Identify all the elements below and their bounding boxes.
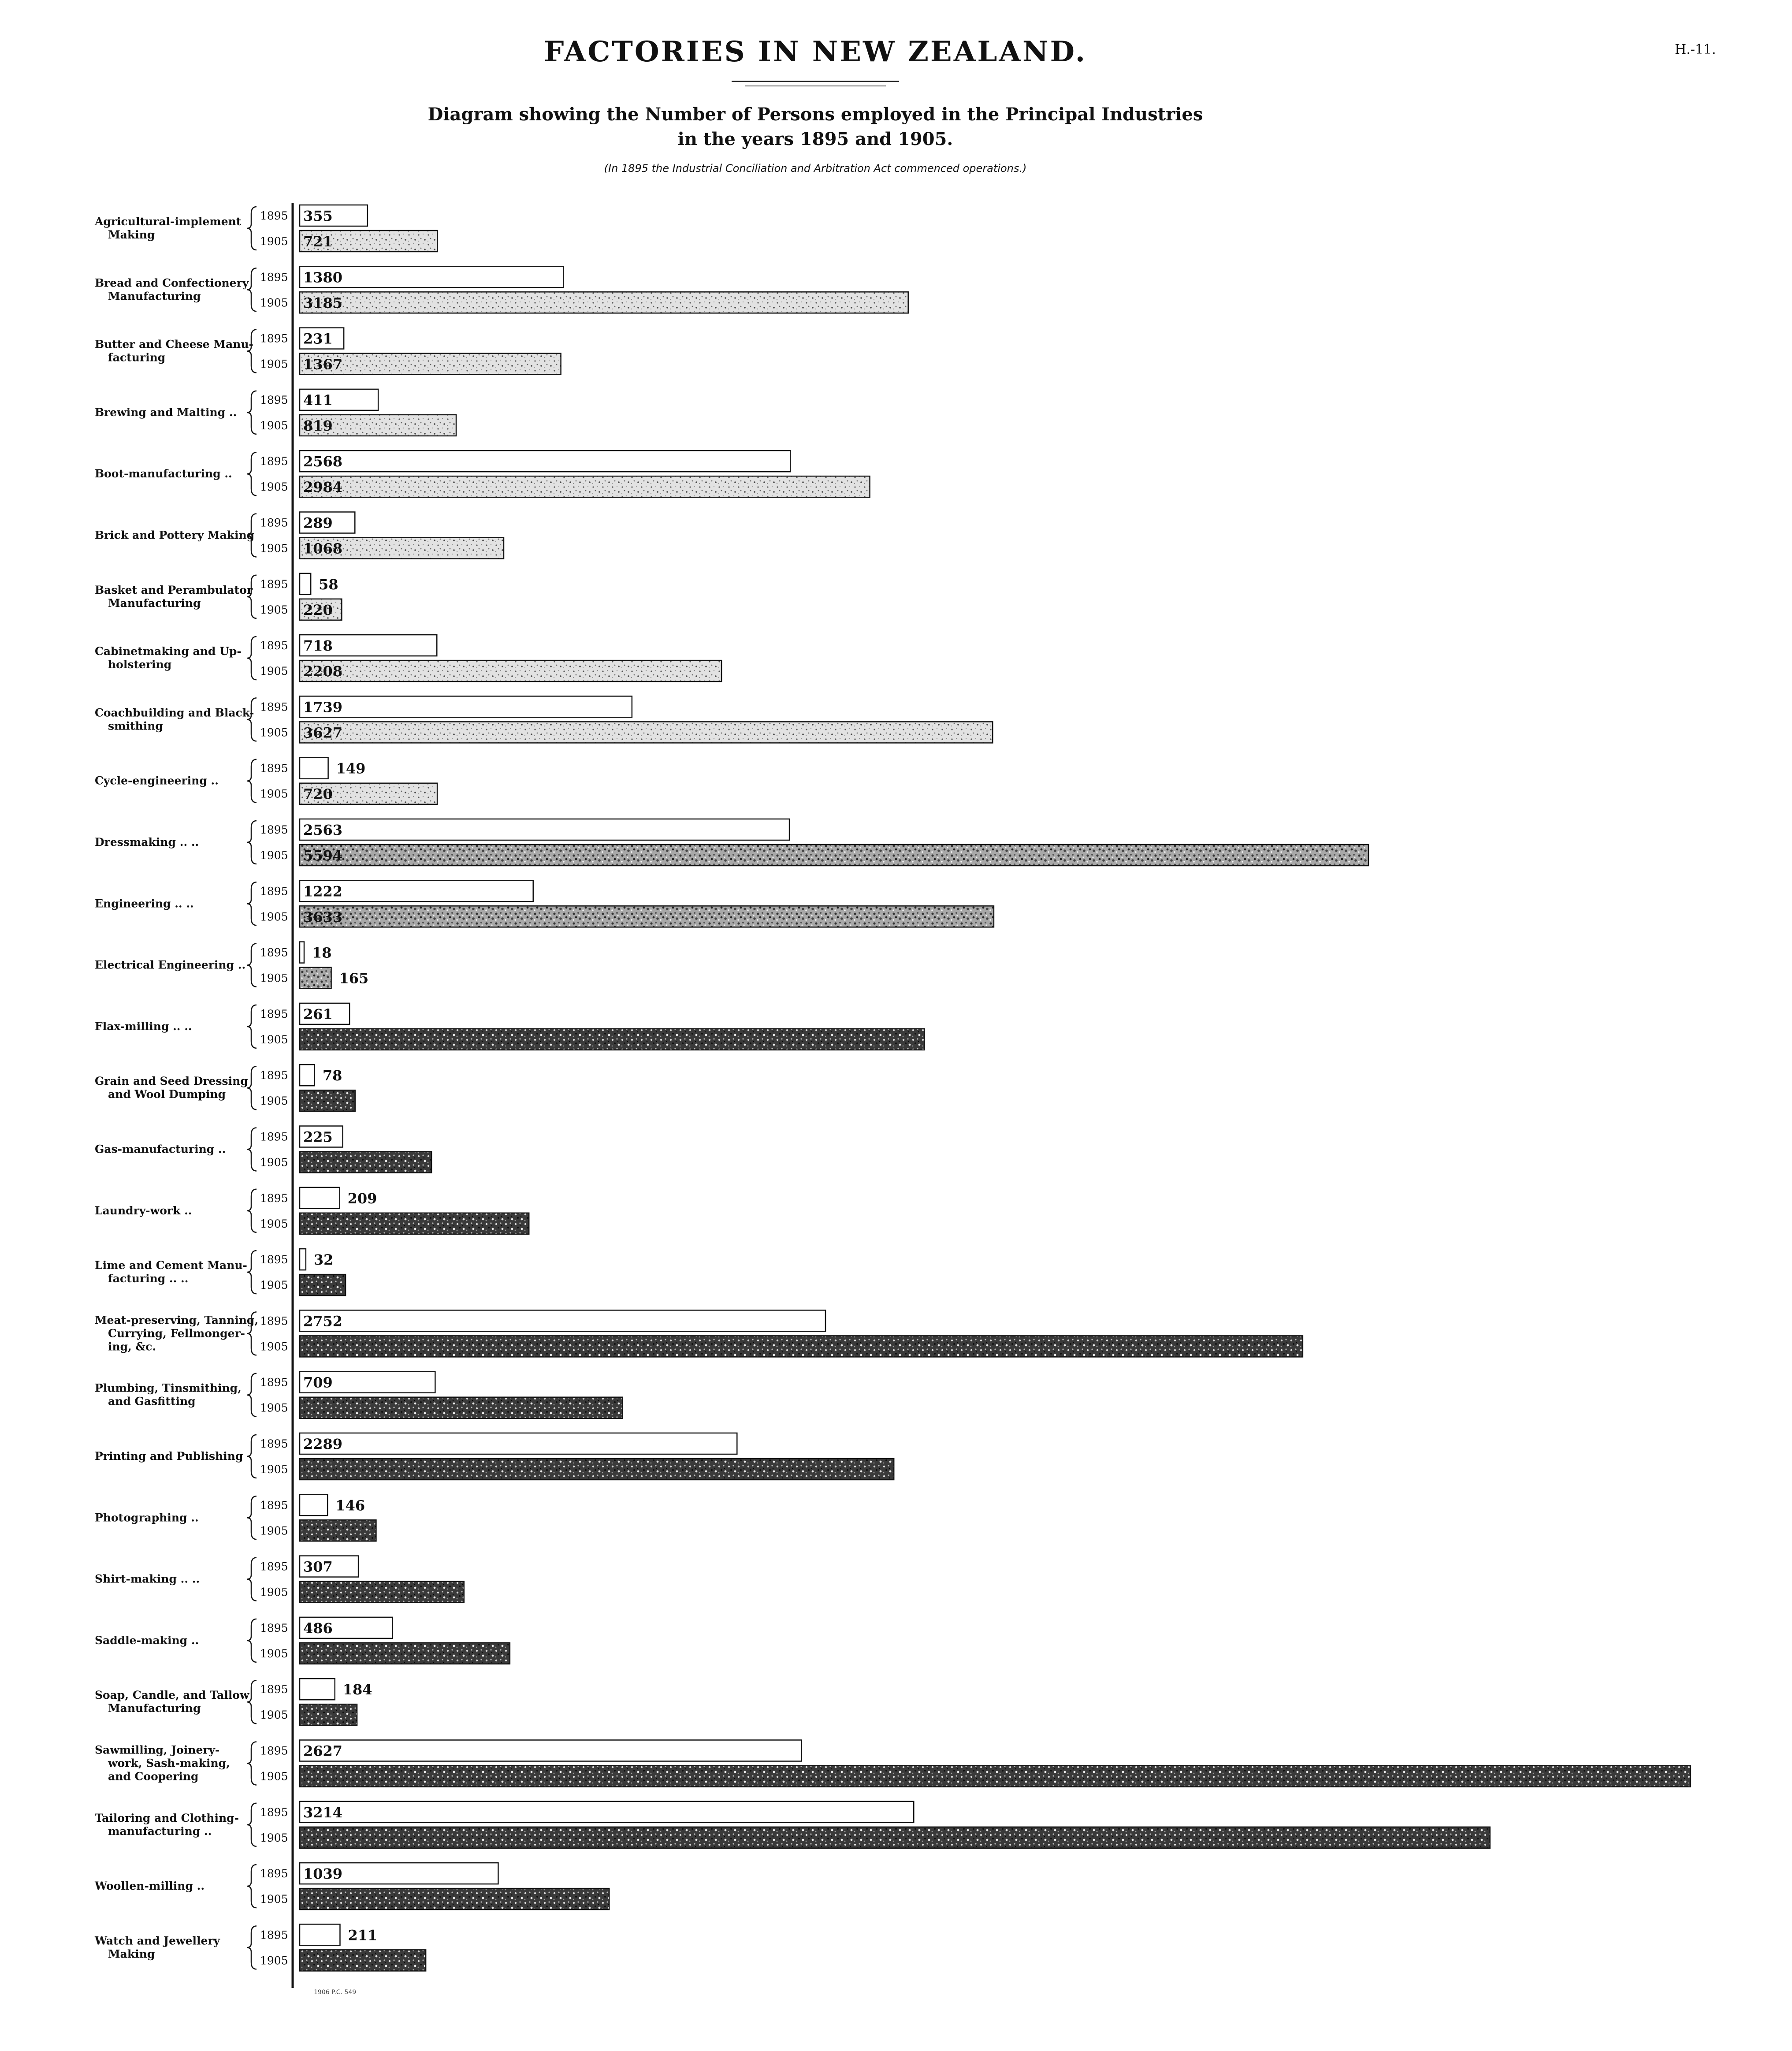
year-label: 1895 — [260, 639, 288, 652]
year-label: 1895 — [260, 1499, 288, 1512]
bar-value-label: 1068 — [303, 540, 343, 557]
bar-value-label: 1222 — [303, 883, 343, 900]
bar-1895 — [300, 1494, 327, 1515]
year-label: 1895 — [260, 332, 288, 345]
bar-1905 — [300, 1274, 346, 1295]
industry-row — [95, 1556, 464, 1603]
row-brace — [247, 1558, 257, 1601]
industry-label: Watch and Jewellery — [95, 1934, 220, 1947]
bar-value-label: 146 — [335, 1497, 365, 1514]
industry-label: Agricultural-implement — [95, 215, 242, 228]
industry-row — [95, 1372, 623, 1418]
industry-row — [95, 450, 870, 497]
row-brace — [247, 1374, 257, 1417]
year-label: 1895 — [260, 1744, 288, 1757]
industry-label: Dressmaking .. .. — [95, 836, 199, 849]
industry-label: Making — [108, 1947, 155, 1961]
row-brace — [247, 1926, 257, 1969]
industry-label: work, Sash-making, — [108, 1757, 230, 1770]
industry-row — [95, 1187, 529, 1234]
bar-value-label: 720 — [303, 785, 333, 803]
industry-label: Cycle-engineering .. — [95, 774, 219, 787]
industry-row — [95, 942, 368, 989]
bar-value-label: 231 — [303, 330, 333, 347]
industry-row — [95, 1679, 372, 1725]
year-label: 1905 — [260, 1401, 288, 1414]
bar-1895 — [300, 1679, 335, 1700]
bar-1905 — [300, 1336, 1303, 1357]
bar-value-label: 149 — [336, 760, 366, 777]
bar-value-label: 261 — [303, 1005, 333, 1023]
row-brace — [247, 1189, 257, 1232]
bar-1905 — [300, 1459, 894, 1480]
industry-row — [95, 328, 561, 375]
bar-1905 — [300, 722, 993, 743]
year-label: 1895 — [260, 1069, 288, 1082]
year-label: 1905 — [260, 726, 288, 739]
year-label: 1895 — [260, 1621, 288, 1634]
bar-value-label: 1039 — [303, 1865, 343, 1883]
industry-label: Grain and Seed Dressing — [95, 1075, 248, 1088]
bar-1905 — [300, 1520, 376, 1541]
industry-label: Manufacturing — [108, 290, 201, 303]
row-brace — [247, 882, 257, 925]
year-label: 1905 — [260, 1831, 288, 1844]
industry-row — [95, 1065, 355, 1111]
bar-1905 — [300, 1582, 464, 1603]
year-label: 1895 — [260, 700, 288, 714]
industry-label: Butter and Cheese Manu- — [95, 338, 253, 351]
year-label: 1905 — [260, 542, 288, 555]
bar-1895 — [300, 696, 632, 717]
bar-1895 — [300, 1802, 914, 1823]
year-label: 1895 — [260, 1683, 288, 1696]
industry-label: Boot-manufacturing .. — [95, 467, 232, 480]
industry-row — [95, 758, 437, 804]
bar-value-label: 5594 — [303, 847, 343, 864]
industry-label: ing, &c. — [108, 1340, 156, 1353]
industry-row — [95, 819, 1368, 866]
industry-label: facturing .. .. — [108, 1272, 189, 1285]
bar-value-label: 3214 — [303, 1804, 343, 1821]
page-title: FACTORIES IN NEW ZEALAND. — [543, 35, 1087, 68]
year-label: 1895 — [260, 516, 288, 529]
industry-row — [95, 1249, 346, 1295]
bar-value-label: 819 — [303, 417, 333, 434]
printer-footnote: 1906 P.C. 549 — [314, 1989, 357, 1996]
row-brace — [247, 575, 257, 618]
bar-value-label: 18 — [312, 944, 332, 961]
bar-value-label: 220 — [303, 601, 333, 618]
bar-1905 — [300, 476, 870, 497]
year-label: 1895 — [260, 577, 288, 591]
industry-row — [95, 1740, 1691, 1787]
industry-row — [95, 1433, 894, 1480]
bar-value-label: 1367 — [303, 356, 343, 373]
year-label: 1895 — [260, 1560, 288, 1573]
industry-row — [95, 696, 993, 743]
year-label: 1905 — [260, 603, 288, 616]
bar-value-label: 2627 — [303, 1742, 343, 1760]
bar-value-label: 721 — [303, 233, 333, 250]
row-brace — [247, 821, 257, 864]
industry-row — [95, 1802, 1490, 1848]
year-label: 1905 — [260, 1954, 288, 1967]
year-label: 1905 — [260, 357, 288, 371]
industry-row — [95, 266, 908, 313]
bar-value-label: 2752 — [303, 1313, 343, 1330]
bar-1905 — [300, 1950, 426, 1971]
bar-value-label: 2568 — [303, 453, 343, 470]
sheet-reference: H.-11. — [1675, 42, 1716, 57]
year-label: 1895 — [260, 1314, 288, 1328]
industry-label: Woollen-milling .. — [95, 1880, 205, 1893]
industry-label: and Coopering — [108, 1770, 199, 1783]
bar-value-label: 2208 — [303, 663, 343, 680]
year-label: 1905 — [260, 1217, 288, 1230]
bar-value-label: 355 — [303, 208, 333, 224]
bar-value-label: 718 — [303, 637, 333, 655]
bar-value-label: 165 — [339, 970, 369, 987]
bar-1905 — [300, 906, 994, 927]
industry-label: Engineering .. .. — [95, 897, 194, 910]
row-brace — [247, 1865, 257, 1908]
year-label: 1905 — [260, 419, 288, 432]
year-label: 1895 — [260, 1867, 288, 1880]
bar-value-label: 32 — [313, 1251, 334, 1269]
row-brace — [247, 637, 257, 680]
industry-label: Cabinetmaking and Up- — [95, 645, 242, 658]
industry-row — [94, 1924, 426, 1971]
row-brace — [247, 268, 257, 311]
industry-label: Lime and Cement Manu- — [95, 1259, 247, 1272]
year-label: 1905 — [260, 1893, 288, 1906]
industry-row — [95, 1617, 510, 1664]
year-label: 1905 — [260, 665, 288, 678]
year-label: 1895 — [260, 209, 288, 222]
industry-label: Brewing and Malting .. — [95, 406, 237, 419]
bar-value-label: 1380 — [303, 269, 343, 286]
industry-row — [94, 1863, 609, 1910]
industry-label: Printing and Publishing — [95, 1450, 243, 1463]
industry-label: Making — [108, 228, 155, 241]
year-label: 1895 — [260, 823, 288, 836]
year-label: 1895 — [260, 1130, 288, 1143]
year-label: 1905 — [260, 787, 288, 800]
industry-label: Soap, Candle, and Tallow — [95, 1689, 249, 1702]
bar-value-label: 411 — [303, 391, 333, 409]
industry-label: Electrical Engineering .. — [95, 958, 246, 972]
bar-1905 — [300, 1397, 623, 1418]
bar-1905 — [300, 1766, 1691, 1787]
industry-label: Photographing .. — [95, 1511, 199, 1524]
row-brace — [247, 207, 257, 250]
row-brace — [247, 1742, 257, 1785]
year-label: 1895 — [260, 455, 288, 468]
industry-row — [94, 205, 438, 252]
industry-label: Flax-milling .. .. — [95, 1020, 192, 1033]
bar-value-label: 307 — [303, 1558, 333, 1575]
bar-1895 — [300, 819, 789, 840]
bar-value-label: 3627 — [303, 724, 343, 741]
bar-value-label: 209 — [347, 1190, 377, 1207]
industry-label: Coachbuilding and Black- — [95, 706, 254, 719]
year-label: 1895 — [260, 1805, 288, 1819]
bar-1895 — [300, 1065, 315, 1086]
bar-value-label: 289 — [303, 514, 333, 532]
industry-label: Manufacturing — [108, 596, 201, 610]
industry-label: Sawmilling, Joinery- — [95, 1743, 220, 1757]
row-brace — [247, 1680, 257, 1723]
year-label: 1905 — [260, 849, 288, 862]
industry-row — [95, 880, 994, 927]
bar-1905 — [300, 1213, 529, 1234]
year-label: 1895 — [260, 1376, 288, 1389]
bar-value-label: 2289 — [303, 1436, 343, 1452]
row-brace — [247, 759, 257, 803]
bar-value-label: 225 — [303, 1128, 333, 1146]
bar-1895 — [300, 573, 311, 595]
bar-1905 — [300, 1643, 510, 1664]
year-label: 1905 — [260, 1709, 288, 1722]
year-label: 1905 — [260, 1463, 288, 1476]
row-brace — [247, 1803, 257, 1846]
year-label: 1905 — [260, 1033, 288, 1046]
row-brace — [247, 944, 257, 987]
bar-value-label: 1739 — [303, 699, 343, 716]
bar-value-label: 486 — [303, 1619, 333, 1637]
bar-value-label: 3633 — [303, 908, 343, 926]
industry-label: Bread and Confectionery — [95, 276, 249, 290]
year-label: 1905 — [260, 1156, 288, 1169]
year-label: 1905 — [260, 235, 288, 248]
bar-1895 — [300, 1187, 340, 1209]
bar-1895 — [300, 1924, 340, 1945]
year-label: 1895 — [260, 762, 288, 775]
bar-1895 — [300, 1310, 825, 1331]
year-label: 1895 — [260, 1928, 288, 1942]
industry-label: holstering — [108, 658, 172, 671]
industry-label: Brick and Pottery Making — [95, 529, 255, 542]
industry-label: Shirt-making .. .. — [95, 1572, 200, 1586]
industry-label: Tailoring and Clothing- — [95, 1811, 239, 1824]
bar-value-label: 2563 — [303, 822, 343, 838]
year-label: 1905 — [260, 1279, 288, 1292]
year-label: 1905 — [260, 1770, 288, 1783]
industry-row — [95, 573, 342, 620]
row-brace — [247, 1005, 257, 1048]
year-label: 1905 — [260, 1094, 288, 1108]
industry-row — [95, 635, 721, 681]
bar-1905 — [300, 1090, 355, 1111]
industry-row — [95, 512, 504, 559]
year-label: 1895 — [260, 1437, 288, 1450]
bar-1895 — [300, 942, 304, 963]
year-label: 1895 — [260, 271, 288, 284]
year-label: 1895 — [260, 946, 288, 959]
subtitle-line-1: Diagram showing the Number of Persons employed in the Principal Industries — [428, 104, 1203, 125]
industry-label: Laundry-work .. — [95, 1204, 192, 1217]
bar-value-label: 211 — [348, 1927, 378, 1944]
industry-label: Gas-manufacturing .. — [95, 1143, 226, 1156]
industry-row — [95, 1494, 376, 1541]
industry-label: smithing — [108, 719, 163, 733]
row-brace — [247, 1128, 257, 1171]
year-label: 1905 — [260, 1647, 288, 1660]
bar-1895 — [300, 758, 328, 779]
industry-row — [95, 389, 456, 436]
row-brace — [247, 452, 257, 495]
row-brace — [247, 1435, 257, 1478]
bar-value-label: 2984 — [303, 479, 343, 496]
year-label: 1895 — [260, 885, 288, 898]
bar-1895 — [300, 1433, 737, 1454]
row-brace — [247, 1619, 257, 1662]
bar-value-label: 3185 — [303, 294, 343, 312]
bar-value-label: 58 — [319, 576, 338, 593]
year-label: 1905 — [260, 1586, 288, 1599]
row-brace — [247, 330, 257, 373]
bar-1905 — [300, 292, 908, 313]
row-brace — [247, 1496, 257, 1539]
year-label: 1895 — [260, 1007, 288, 1020]
industry-label: manufacturing .. — [108, 1824, 212, 1838]
bar-1905 — [300, 660, 721, 681]
year-label: 1895 — [260, 1191, 288, 1205]
year-label: 1905 — [260, 480, 288, 494]
bar-value-label: 709 — [303, 1374, 333, 1391]
bar-1905 — [300, 845, 1368, 866]
bar-value-label: 78 — [322, 1067, 342, 1084]
year-label: 1905 — [260, 1524, 288, 1537]
row-brace — [247, 391, 257, 434]
bar-1905 — [300, 1029, 925, 1050]
year-label: 1895 — [260, 393, 288, 406]
row-brace — [247, 1066, 257, 1109]
bar-1905 — [300, 1888, 609, 1910]
year-label: 1905 — [260, 1340, 288, 1353]
bar-value-label: 184 — [342, 1681, 372, 1698]
industry-label: Plumbing, Tinsmithing, — [95, 1381, 242, 1395]
row-brace — [247, 1251, 257, 1294]
industry-label: Manufacturing — [108, 1702, 201, 1715]
industry-label: Currying, Fellmonger- — [108, 1327, 245, 1340]
industry-row — [95, 1126, 431, 1173]
industry-label: and Wool Dumping — [108, 1088, 226, 1101]
year-label: 1905 — [260, 972, 288, 985]
bar-1895 — [300, 1740, 802, 1761]
year-label: 1895 — [260, 1253, 288, 1266]
bar-1895 — [300, 1249, 306, 1270]
subtitle-line-2: in the years 1895 and 1905. — [677, 129, 953, 149]
industry-row — [95, 1003, 925, 1050]
chart-note: (In 1895 the Industrial Conciliation and Arbitration Act commenced operations.) — [604, 162, 1027, 175]
bar-1905 — [300, 1827, 1490, 1848]
industry-label: facturing — [108, 351, 166, 364]
row-brace — [247, 698, 257, 741]
industry-label: Saddle-making .. — [95, 1634, 199, 1647]
industry-label: Basket and Perambulator — [95, 583, 253, 596]
bar-1905 — [300, 968, 331, 989]
industry-label: and Gasfitting — [108, 1395, 196, 1408]
industry-label: Meat-preserving, Tanning, — [95, 1314, 259, 1327]
year-label: 1905 — [260, 296, 288, 309]
year-label: 1905 — [260, 910, 288, 923]
bar-1905 — [300, 1152, 431, 1173]
bar-1895 — [300, 450, 790, 472]
industry-row — [95, 1310, 1303, 1357]
bar-1905 — [300, 1704, 357, 1725]
